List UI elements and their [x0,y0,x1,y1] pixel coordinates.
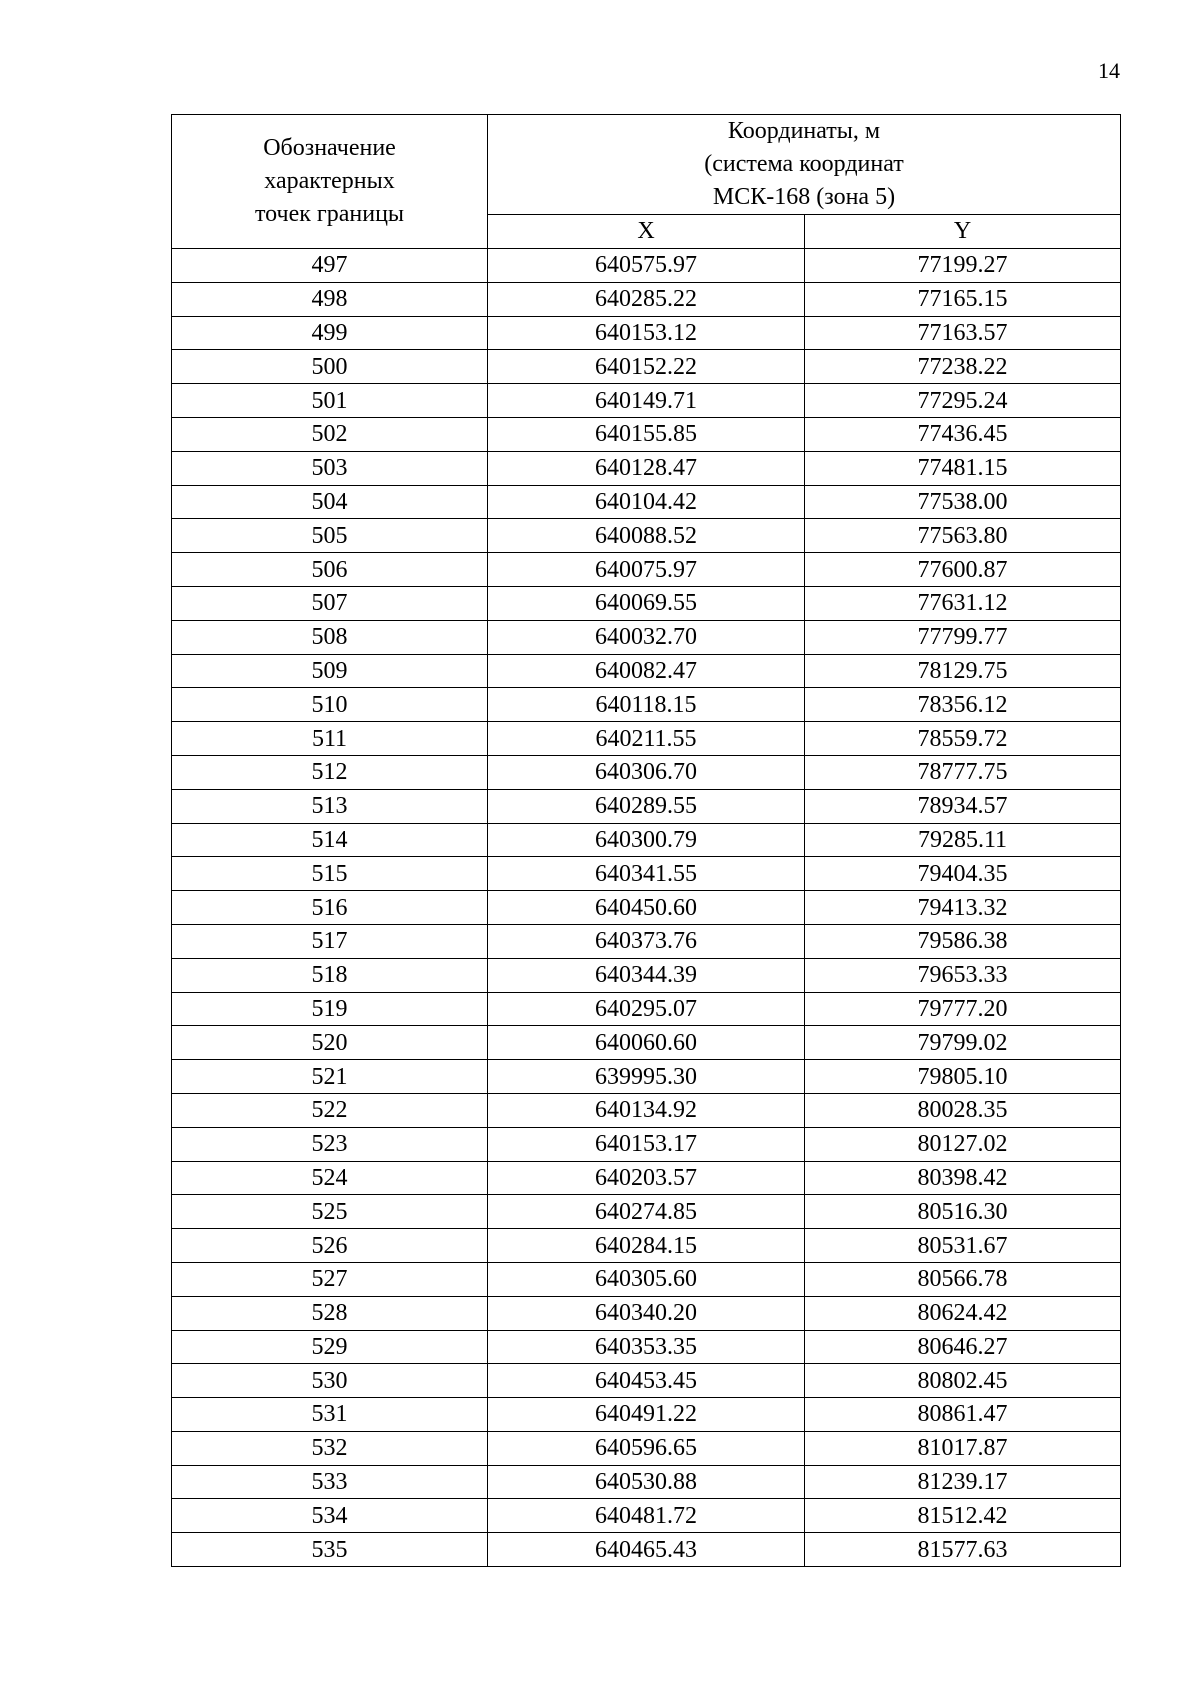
table-row [172,958,1121,992]
point-cell: 505 [172,519,488,553]
y-coordinate-cell: 77238.22 [805,350,1121,384]
point-cell: 500 [172,350,488,384]
x-coordinate-cell: 640149.71 [488,384,805,418]
x-coordinate-cell: 640530.88 [488,1465,805,1499]
x-coordinate-cell: 640284.15 [488,1229,805,1263]
table-row [172,992,1121,1026]
x-coordinate-cell: 640453.45 [488,1364,805,1398]
coords-header-line: Координаты, м [727,118,881,144]
table-row [172,823,1121,857]
x-coordinate-cell: 640082.47 [488,654,805,688]
table-row [172,1026,1121,1060]
x-coordinate-cell: 640285.22 [488,282,805,316]
y-coordinate-cell: 79285.11 [805,823,1121,857]
point-cell: 497 [172,249,488,283]
table-row [172,1431,1121,1465]
point-header-line: точек границы [254,201,405,227]
x-coordinate-cell: 640289.55 [488,789,805,823]
point-cell: 534 [172,1499,488,1533]
table-row [172,249,1121,283]
y-coordinate-cell: 77799.77 [805,620,1121,654]
y-column-header: Y [805,215,1121,249]
table-row [172,924,1121,958]
x-coordinate-cell: 640118.15 [488,688,805,722]
coords-header-line: (система координат [704,151,904,177]
point-cell: 508 [172,620,488,654]
table-header [172,115,1121,249]
point-cell: 510 [172,688,488,722]
y-coordinate-cell: 80127.02 [805,1127,1121,1161]
x-coordinate-cell: 639995.30 [488,1060,805,1094]
point-cell: 512 [172,755,488,789]
point-cell: 529 [172,1330,488,1364]
table-row [172,1296,1121,1330]
point-cell: 520 [172,1026,488,1060]
x-coordinate-cell: 640305.60 [488,1262,805,1296]
table-row [172,1364,1121,1398]
y-coordinate-cell: 77631.12 [805,586,1121,620]
x-coordinate-cell: 640450.60 [488,891,805,925]
table-row [172,755,1121,789]
x-coordinate-cell: 640155.85 [488,417,805,451]
point-cell: 527 [172,1262,488,1296]
point-cell: 525 [172,1195,488,1229]
x-coordinate-cell: 640481.72 [488,1499,805,1533]
table-row [172,451,1121,485]
y-coordinate-cell: 80531.67 [805,1229,1121,1263]
table-row [172,1398,1121,1432]
y-coordinate-cell: 77538.00 [805,485,1121,519]
x-coordinate-cell: 640211.55 [488,722,805,756]
y-coordinate-cell: 81512.42 [805,1499,1121,1533]
x-coordinate-cell: 640344.39 [488,958,805,992]
x-coordinate-cell: 640353.35 [488,1330,805,1364]
table-row [172,789,1121,823]
y-coordinate-cell: 79653.33 [805,958,1121,992]
y-coordinate-cell: 79777.20 [805,992,1121,1026]
point-cell: 501 [172,384,488,418]
table-row [172,350,1121,384]
point-cell: 506 [172,553,488,587]
point-cell: 499 [172,316,488,350]
table-row [172,1093,1121,1127]
table-row [172,688,1121,722]
point-cell: 535 [172,1533,488,1567]
y-coordinate-cell: 77563.80 [805,519,1121,553]
table-row [172,722,1121,756]
table-body [172,249,1121,1567]
x-coordinate-cell: 640134.92 [488,1093,805,1127]
point-cell: 518 [172,958,488,992]
x-coordinate-cell: 640295.07 [488,992,805,1026]
table-row [172,1262,1121,1296]
table-row [172,1533,1121,1567]
point-cell: 515 [172,857,488,891]
point-cell: 519 [172,992,488,1026]
table-row [172,417,1121,451]
table-row [172,1229,1121,1263]
coordinates-table [171,114,1121,1567]
table-row [172,891,1121,925]
point-cell: 511 [172,722,488,756]
y-coordinate-cell: 80566.78 [805,1262,1121,1296]
x-coordinate-cell: 640153.12 [488,316,805,350]
y-coordinate-cell: 77481.15 [805,451,1121,485]
table-row [172,586,1121,620]
point-cell: 514 [172,823,488,857]
point-cell: 521 [172,1060,488,1094]
point-cell: 504 [172,485,488,519]
x-coordinate-cell: 640075.97 [488,553,805,587]
y-coordinate-cell: 80646.27 [805,1330,1121,1364]
point-cell: 528 [172,1296,488,1330]
x-coordinate-cell: 640152.22 [488,350,805,384]
y-coordinate-cell: 78356.12 [805,688,1121,722]
y-coordinate-cell: 78559.72 [805,722,1121,756]
x-coordinate-cell: 640306.70 [488,755,805,789]
point-cell: 523 [172,1127,488,1161]
table-row [172,654,1121,688]
y-coordinate-cell: 81017.87 [805,1431,1121,1465]
y-coordinate-cell: 79404.35 [805,857,1121,891]
point-cell: 530 [172,1364,488,1398]
point-header-line: характерных [264,168,395,194]
point-cell: 524 [172,1161,488,1195]
point-cell: 507 [172,586,488,620]
x-coordinate-cell: 640373.76 [488,924,805,958]
x-column-header: X [488,215,805,249]
x-coordinate-cell: 640104.42 [488,485,805,519]
x-coordinate-cell: 640153.17 [488,1127,805,1161]
table-row [172,485,1121,519]
x-coordinate-cell: 640060.60 [488,1026,805,1060]
y-coordinate-cell: 81239.17 [805,1465,1121,1499]
x-coordinate-cell: 640032.70 [488,620,805,654]
table-row [172,316,1121,350]
y-coordinate-cell: 77436.45 [805,417,1121,451]
point-cell: 503 [172,451,488,485]
x-coordinate-cell: 640596.65 [488,1431,805,1465]
table-row [172,620,1121,654]
table-row [172,1161,1121,1195]
x-coordinate-cell: 640088.52 [488,519,805,553]
y-coordinate-cell: 78777.75 [805,755,1121,789]
page-number: 14 [1098,58,1120,83]
header-row-top [172,115,1121,215]
table-row [172,519,1121,553]
point-cell: 522 [172,1093,488,1127]
point-cell: 531 [172,1398,488,1432]
x-coordinate-cell: 640465.43 [488,1533,805,1567]
x-coordinate-cell: 640491.22 [488,1398,805,1432]
y-coordinate-cell: 78129.75 [805,654,1121,688]
table-row [172,1127,1121,1161]
table-row [172,1195,1121,1229]
y-coordinate-cell: 80802.45 [805,1364,1121,1398]
table-row [172,1330,1121,1364]
table-row [172,857,1121,891]
y-coordinate-cell: 79586.38 [805,924,1121,958]
y-coordinate-cell: 80624.42 [805,1296,1121,1330]
x-coordinate-cell: 640341.55 [488,857,805,891]
point-header-line: Обозначение [263,135,396,161]
point-cell: 533 [172,1465,488,1499]
y-coordinate-cell: 77600.87 [805,553,1121,587]
coordinates-group-header [488,115,1121,215]
x-coordinate-cell: 640069.55 [488,586,805,620]
x-coordinate-cell: 640300.79 [488,823,805,857]
point-cell: 509 [172,654,488,688]
y-coordinate-cell: 80028.35 [805,1093,1121,1127]
point-cell: 532 [172,1431,488,1465]
y-coordinate-cell: 81577.63 [805,1533,1121,1567]
y-coordinate-cell: 77199.27 [805,249,1121,283]
coords-header-line: МСК-168 (зона 5) [712,184,896,210]
y-coordinate-cell: 80516.30 [805,1195,1121,1229]
point-cell: 502 [172,417,488,451]
x-coordinate-cell: 640274.85 [488,1195,805,1229]
x-coordinate-cell: 640128.47 [488,451,805,485]
table-row [172,1060,1121,1094]
point-cell: 513 [172,789,488,823]
point-cell: 517 [172,924,488,958]
y-coordinate-cell: 79805.10 [805,1060,1121,1094]
table-row [172,384,1121,418]
table-row [172,1465,1121,1499]
point-cell: 526 [172,1229,488,1263]
x-coordinate-cell: 640340.20 [488,1296,805,1330]
point-cell: 516 [172,891,488,925]
point-cell: 498 [172,282,488,316]
y-coordinate-cell: 79413.32 [805,891,1121,925]
table-row [172,282,1121,316]
table-row [172,1499,1121,1533]
table-row [172,553,1121,587]
y-coordinate-cell: 80398.42 [805,1161,1121,1195]
y-coordinate-cell: 78934.57 [805,789,1121,823]
y-coordinate-cell: 77295.24 [805,384,1121,418]
x-coordinate-cell: 640203.57 [488,1161,805,1195]
y-coordinate-cell: 77163.57 [805,316,1121,350]
y-coordinate-cell: 79799.02 [805,1026,1121,1060]
y-coordinate-cell: 77165.15 [805,282,1121,316]
point-column-header [172,115,488,249]
y-coordinate-cell: 80861.47 [805,1398,1121,1432]
x-coordinate-cell: 640575.97 [488,249,805,283]
